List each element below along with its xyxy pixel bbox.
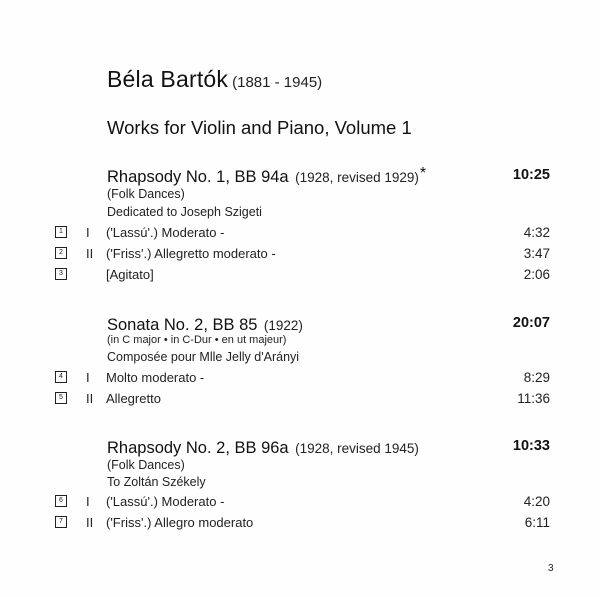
track-row — [0, 225, 600, 243]
work-dates: (1928, revised 1929) — [295, 170, 419, 185]
movement-numeral: I — [86, 370, 90, 385]
work-duration: 10:25 — [512, 167, 550, 183]
track-row — [0, 246, 600, 264]
footnote-asterisk: * — [419, 165, 427, 182]
track-number-box: 4 — [55, 371, 67, 383]
composer-name: Béla Bartók — [107, 66, 229, 92]
movement-numeral: I — [86, 494, 90, 509]
work-duration: 10:33 — [512, 438, 550, 454]
track-row — [0, 494, 600, 512]
track-duration: 6:11 — [524, 515, 550, 530]
composer-heading — [107, 66, 322, 93]
work-title-rhapsody-2 — [107, 436, 420, 458]
work-key: (in C major • in C-Dur • en ut majeur) — [107, 334, 287, 346]
track-row — [0, 267, 600, 285]
track-title: ('Friss'.) Allegro moderato — [106, 515, 254, 530]
composer-dates: (1881 - 1945) — [232, 74, 323, 91]
track-number-box: 2 — [55, 247, 67, 259]
track-number-box: 5 — [55, 392, 67, 404]
work-title: Rhapsody No. 1, BB 94a — [107, 168, 289, 186]
track-title: Allegretto — [106, 391, 161, 406]
movement-numeral: II — [86, 515, 94, 530]
track-duration: 4:20 — [523, 494, 550, 509]
track-row — [0, 370, 600, 388]
track-title: ('Friss'.) Allegretto moderato - — [106, 246, 276, 261]
track-title: ('Lassú'.) Moderato - — [106, 494, 225, 509]
work-subtitle: (Folk Dances) — [107, 187, 185, 201]
work-dedication: Dedicated to Joseph Szigeti — [107, 205, 262, 219]
track-title: ('Lassú'.) Moderato - — [106, 225, 225, 240]
work-title-sonata-2 — [107, 313, 304, 335]
page-number: 3 — [548, 563, 554, 574]
work-dates: (1922) — [263, 318, 303, 333]
track-title: Molto moderato - — [106, 370, 205, 385]
work-subtitle: (Folk Dances) — [107, 458, 185, 472]
track-duration: 4:32 — [523, 225, 550, 240]
track-row — [0, 515, 600, 533]
track-title: [Agitato] — [106, 267, 154, 282]
work-duration: 20:07 — [512, 315, 550, 331]
movement-numeral: II — [86, 391, 94, 406]
track-number-box: 3 — [55, 268, 67, 280]
movement-numeral: I — [86, 225, 90, 240]
track-duration: 11:36 — [517, 391, 550, 406]
track-duration: 2:06 — [523, 267, 550, 282]
track-duration: 8:29 — [523, 370, 550, 385]
work-title: Sonata No. 2, BB 85 — [107, 316, 258, 334]
track-row — [0, 391, 600, 409]
track-number-box: 7 — [55, 516, 67, 528]
track-number-box: 6 — [55, 495, 67, 507]
work-dedication: To Zoltán Székely — [107, 475, 206, 489]
work-title-rhapsody-1 — [107, 165, 426, 187]
track-duration: 3:47 — [523, 246, 550, 261]
work-dates: (1928, revised 1945) — [295, 441, 419, 456]
album-title: Works for Violin and Piano, Volume 1 — [107, 117, 412, 138]
movement-numeral: II — [86, 246, 94, 261]
work-title: Rhapsody No. 2, BB 96a — [107, 439, 289, 457]
work-dedication: Composée pour Mlle Jelly d'Arányi — [107, 350, 300, 364]
track-number-box: 1 — [55, 226, 67, 238]
